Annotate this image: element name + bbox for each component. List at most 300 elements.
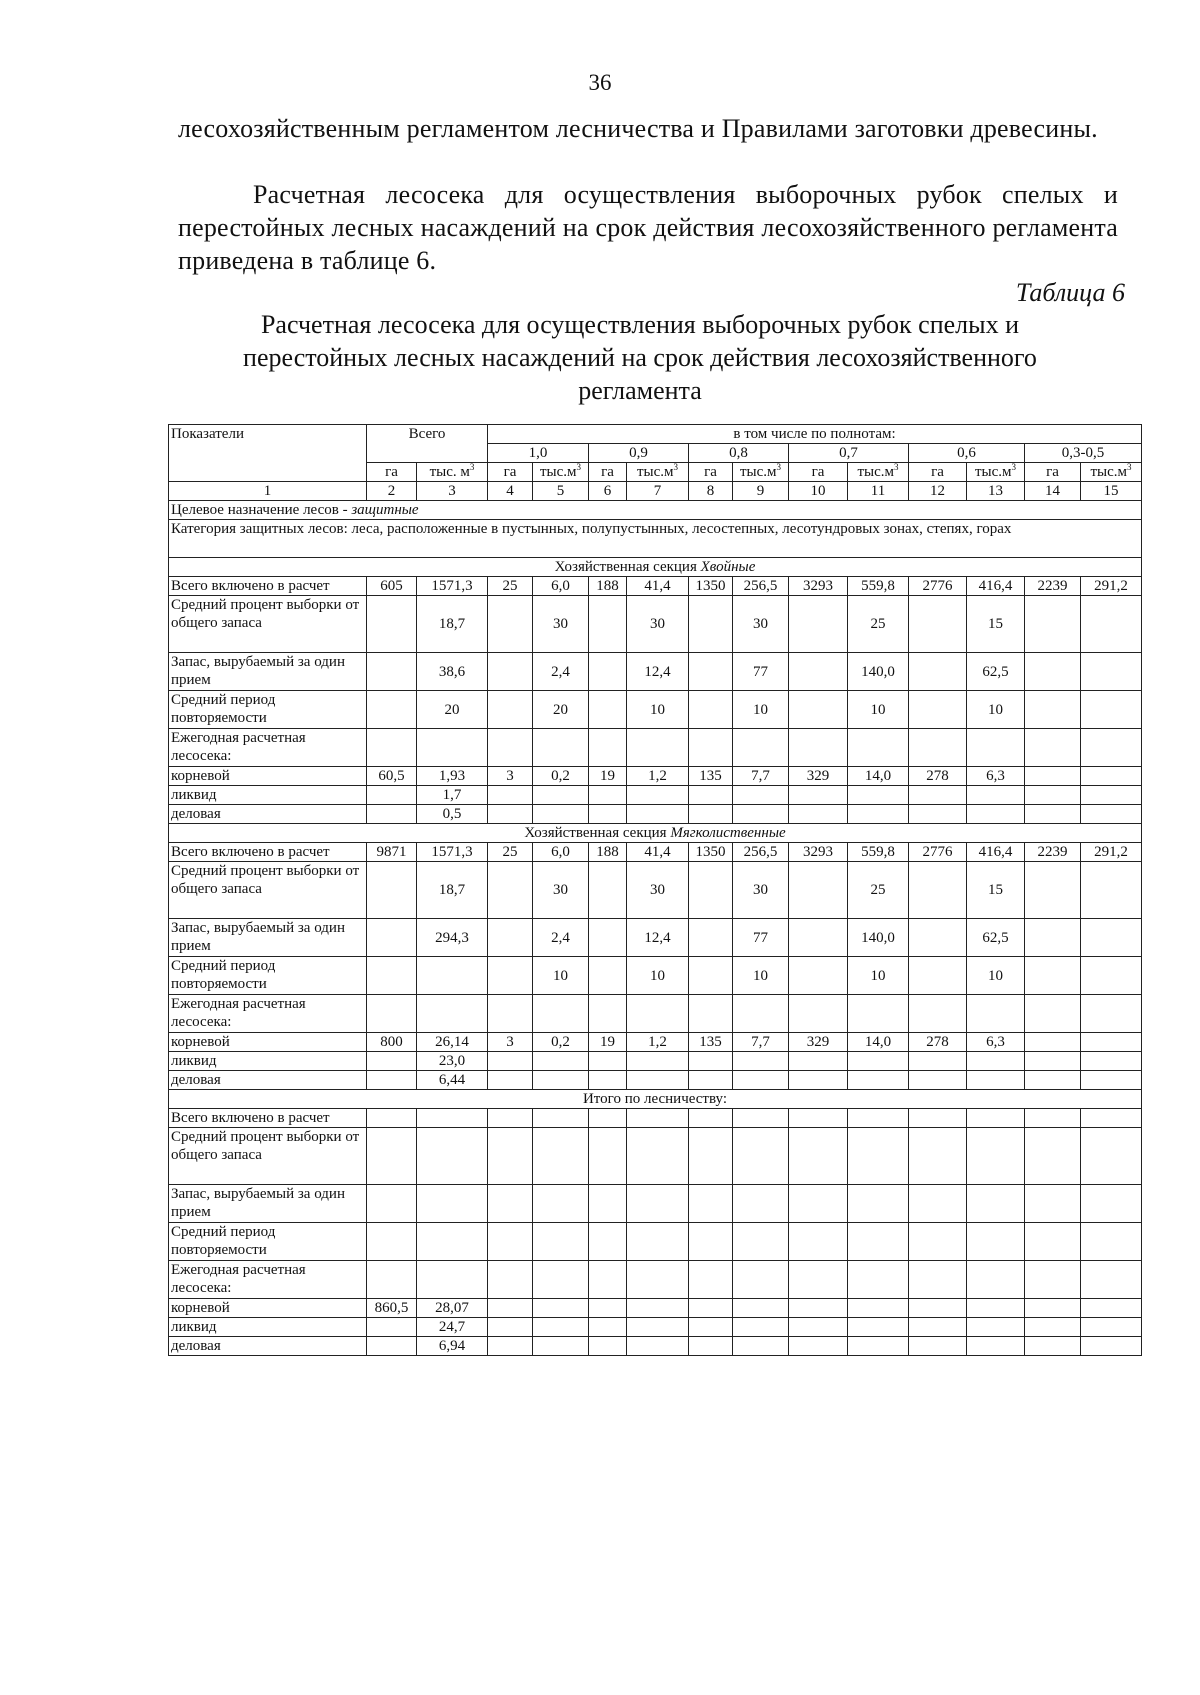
value-cell — [1025, 805, 1081, 824]
value-cell — [789, 596, 848, 653]
value-cell — [488, 1052, 533, 1071]
row-label: корневой — [169, 1299, 367, 1318]
value-cell — [1081, 805, 1142, 824]
value-cell — [909, 1109, 967, 1128]
value-cell — [848, 1071, 909, 1090]
value-cell — [533, 729, 589, 767]
value-cell — [488, 805, 533, 824]
value-cell — [1081, 1052, 1142, 1071]
value-cell — [1081, 786, 1142, 805]
value-cell — [1081, 653, 1142, 691]
value-cell — [1081, 862, 1142, 919]
value-cell: 7,7 — [733, 767, 789, 786]
value-cell: 329 — [789, 767, 848, 786]
section-title-prefix: Хозяйственная секция — [524, 825, 671, 841]
forestry-total-section-row — [169, 1318, 1142, 1337]
unit-thousand-m3-cell: $тыс.м^3$ — [967, 463, 1025, 482]
value-cell: 20 — [417, 691, 488, 729]
value-cell: 605 — [367, 577, 417, 596]
value-cell — [627, 786, 689, 805]
value-cell — [789, 1337, 848, 1356]
value-cell — [689, 957, 733, 995]
value-cell — [689, 1299, 733, 1318]
value-cell — [689, 1223, 733, 1261]
section-title-prefix: Хозяйственная секция — [554, 559, 701, 575]
value-cell: 1,2 — [627, 767, 689, 786]
value-cell: 12,4 — [627, 653, 689, 691]
forestry-total-section-title: Итого по лесничеству: — [169, 1090, 1142, 1109]
value-cell: 256,5 — [733, 577, 789, 596]
value-cell: 3 — [488, 767, 533, 786]
value-cell — [1025, 786, 1081, 805]
header-indicators: Показатели — [169, 425, 367, 482]
row-label: Средний процент выборки от общего запаса — [169, 862, 367, 919]
unit-ha-cell: га — [589, 463, 627, 482]
value-cell: 30 — [627, 596, 689, 653]
value-cell — [848, 805, 909, 824]
unit-thousand-m3-cell: $тыс.м^3$ — [733, 463, 789, 482]
value-cell — [589, 786, 627, 805]
value-cell — [488, 1261, 533, 1299]
value-cell — [488, 1223, 533, 1261]
value-cell: 10 — [533, 957, 589, 995]
value-cell — [1081, 1033, 1142, 1052]
value-cell — [627, 729, 689, 767]
value-cell: 10 — [967, 957, 1025, 995]
value-cell — [1025, 1071, 1081, 1090]
value-cell: 188 — [589, 843, 627, 862]
column-number-cell: 15 — [1081, 482, 1142, 501]
value-cell — [1025, 767, 1081, 786]
value-cell — [909, 1318, 967, 1337]
value-cell — [789, 1318, 848, 1337]
unit-thousand-m3-cell: тыс. $м^3$ — [417, 463, 488, 482]
value-cell — [967, 1223, 1025, 1261]
value-cell — [488, 691, 533, 729]
value-cell — [488, 1109, 533, 1128]
value-cell — [627, 805, 689, 824]
softwood-section-row — [169, 919, 1142, 957]
value-cell — [1025, 1318, 1081, 1337]
value-cell: 140,0 — [848, 653, 909, 691]
value-cell — [909, 862, 967, 919]
value-cell — [533, 1223, 589, 1261]
row-label: корневой — [169, 767, 367, 786]
value-cell: 30 — [627, 862, 689, 919]
value-cell — [733, 1185, 789, 1223]
unit-ha-cell: га — [909, 463, 967, 482]
value-cell: 3 — [488, 1033, 533, 1052]
value-cell — [733, 1337, 789, 1356]
row-label: Ежегодная расчетная лесосека: — [169, 729, 367, 767]
unit-ha-cell: га — [367, 463, 417, 482]
value-cell — [733, 1261, 789, 1299]
value-cell — [909, 1299, 967, 1318]
value-cell — [848, 995, 909, 1033]
value-cell — [909, 805, 967, 824]
value-cell — [1081, 1071, 1142, 1090]
value-cell: 2239 — [1025, 577, 1081, 596]
row-label: Ежегодная расчетная лесосека: — [169, 1261, 367, 1299]
softwood-section-row — [169, 862, 1142, 919]
value-cell — [367, 653, 417, 691]
value-cell — [909, 1185, 967, 1223]
softwood-section-row — [169, 843, 1142, 862]
value-cell — [689, 1109, 733, 1128]
value-cell — [1025, 957, 1081, 995]
value-cell: 14,0 — [848, 1033, 909, 1052]
value-cell — [733, 786, 789, 805]
column-number-cell: 14 — [1025, 482, 1081, 501]
value-cell — [909, 1052, 967, 1071]
value-cell: 2239 — [1025, 843, 1081, 862]
value-cell: 9871 — [367, 843, 417, 862]
conifer-section-row — [169, 691, 1142, 729]
value-cell — [909, 1337, 967, 1356]
value-cell — [1081, 1109, 1142, 1128]
value-cell: 135 — [689, 1033, 733, 1052]
value-cell — [533, 995, 589, 1033]
value-cell — [1081, 1223, 1142, 1261]
value-cell: 188 — [589, 577, 627, 596]
value-cell — [1025, 1052, 1081, 1071]
value-cell — [789, 957, 848, 995]
value-cell: 140,0 — [848, 919, 909, 957]
value-cell — [1025, 653, 1081, 691]
value-cell — [627, 1071, 689, 1090]
value-cell: 1350 — [689, 843, 733, 862]
value-cell: 6,94 — [417, 1337, 488, 1356]
table-title: Расчетная лесосека для осуществления выборочных рубок спелых и перестойных лесных насаждений на срок действия лесохозяйственного регламента — [243, 310, 1037, 405]
value-cell — [848, 1337, 909, 1356]
row-label: Средний процент выборки от общего запаса — [169, 596, 367, 653]
value-cell — [848, 1128, 909, 1185]
value-cell — [909, 1223, 967, 1261]
value-cell — [789, 729, 848, 767]
value-cell — [789, 1071, 848, 1090]
value-cell — [689, 919, 733, 957]
forestry-total-section-row — [169, 1185, 1142, 1223]
value-cell — [488, 957, 533, 995]
value-cell — [488, 1185, 533, 1223]
paragraph-continuation: лесохозяйственным регламентом лесничества и Правилами заготовки древесины. — [178, 114, 1098, 143]
value-cell — [1025, 691, 1081, 729]
value-cell — [909, 729, 967, 767]
value-cell — [533, 1109, 589, 1128]
header-total: Всего — [367, 425, 488, 463]
value-cell — [1081, 596, 1142, 653]
row-label: Запас, вырубаемый за один прием — [169, 1185, 367, 1223]
softwood-section-row — [169, 995, 1142, 1033]
value-cell — [533, 1185, 589, 1223]
purpose-row — [169, 501, 1142, 520]
value-cell — [967, 1299, 1025, 1318]
value-cell — [488, 919, 533, 957]
value-cell — [1081, 957, 1142, 995]
value-cell — [1081, 729, 1142, 767]
value-cell — [417, 1109, 488, 1128]
value-cell — [789, 995, 848, 1033]
value-cell: 60,5 — [367, 767, 417, 786]
value-cell — [1025, 862, 1081, 919]
value-cell — [533, 1071, 589, 1090]
value-cell — [689, 786, 733, 805]
value-cell — [909, 995, 967, 1033]
value-cell — [1081, 1337, 1142, 1356]
value-cell — [1025, 1261, 1081, 1299]
value-cell — [589, 1223, 627, 1261]
value-cell: 6,44 — [417, 1071, 488, 1090]
row-label: Ежегодная расчетная лесосека: — [169, 995, 367, 1033]
value-cell — [909, 786, 967, 805]
softwood-section-row — [169, 1033, 1142, 1052]
value-cell — [533, 1052, 589, 1071]
row-label: Всего включено в расчет — [169, 843, 367, 862]
value-cell: 20 — [533, 691, 589, 729]
purpose-label: Целевое назначение лесов - — [171, 502, 352, 518]
value-cell — [1025, 1185, 1081, 1223]
value-cell — [589, 919, 627, 957]
value-cell — [967, 1052, 1025, 1071]
value-cell: 7,7 — [733, 1033, 789, 1052]
value-cell — [627, 1337, 689, 1356]
row-label: деловая — [169, 1337, 367, 1356]
value-cell — [689, 1261, 733, 1299]
row-label: Запас, вырубаемый за один прием — [169, 653, 367, 691]
value-cell — [1081, 691, 1142, 729]
value-cell: 278 — [909, 1033, 967, 1052]
conifer-section-title-row — [169, 558, 1142, 577]
value-cell — [733, 1071, 789, 1090]
value-cell: 25 — [848, 862, 909, 919]
value-cell: 10 — [848, 957, 909, 995]
value-cell — [488, 729, 533, 767]
value-cell — [733, 1318, 789, 1337]
value-cell — [533, 1128, 589, 1185]
value-cell — [733, 1223, 789, 1261]
value-cell — [589, 1071, 627, 1090]
unit-thousand-m3-cell: $тыс.м^3$ — [533, 463, 589, 482]
row-label: Всего включено в расчет — [169, 577, 367, 596]
value-cell — [967, 1109, 1025, 1128]
value-cell: 291,2 — [1081, 843, 1142, 862]
value-cell — [367, 957, 417, 995]
value-cell: 30 — [733, 596, 789, 653]
value-cell: 6,3 — [967, 1033, 1025, 1052]
row-label: Запас, вырубаемый за один прием — [169, 919, 367, 957]
value-cell — [533, 805, 589, 824]
softwood-section-row — [169, 957, 1142, 995]
forestry-total-section-row — [169, 1261, 1142, 1299]
value-cell: 25 — [848, 596, 909, 653]
header-density: 0,9 — [589, 444, 689, 463]
value-cell: 1571,3 — [417, 577, 488, 596]
value-cell — [967, 1261, 1025, 1299]
allowable-cut-table — [168, 424, 1142, 1356]
value-cell — [967, 805, 1025, 824]
value-cell — [589, 862, 627, 919]
value-cell — [589, 805, 627, 824]
forestry-total-section-row — [169, 1299, 1142, 1318]
value-cell — [367, 1223, 417, 1261]
value-cell: 0,2 — [533, 1033, 589, 1052]
value-cell — [733, 1052, 789, 1071]
header-density: 0,7 — [789, 444, 909, 463]
value-cell — [789, 691, 848, 729]
value-cell — [367, 786, 417, 805]
value-cell — [1081, 1128, 1142, 1185]
purpose-cell — [169, 501, 1142, 520]
value-cell — [589, 1261, 627, 1299]
value-cell: 25 — [488, 843, 533, 862]
row-label: Средний процент выборки от общего запаса — [169, 1128, 367, 1185]
value-cell: 15 — [967, 596, 1025, 653]
section-title-name: Хвойные — [700, 559, 756, 575]
value-cell — [1081, 995, 1142, 1033]
value-cell: 18,7 — [417, 862, 488, 919]
value-cell — [589, 691, 627, 729]
value-cell: 19 — [589, 1033, 627, 1052]
value-cell — [689, 862, 733, 919]
value-cell — [733, 805, 789, 824]
purpose-value: защитные — [351, 502, 419, 518]
value-cell: 38,6 — [417, 653, 488, 691]
value-cell: 26,14 — [417, 1033, 488, 1052]
value-cell — [689, 729, 733, 767]
value-cell: 30 — [733, 862, 789, 919]
value-cell — [689, 995, 733, 1033]
paragraph-intro: Расчетная лесосека для осуществления выборочных рубок спелых и перестойных лесных насаждений на срок действия лесохозяйственного регламента приведена в таблице 6. — [178, 180, 1118, 275]
value-cell: 860,5 — [367, 1299, 417, 1318]
conifer-section-row — [169, 577, 1142, 596]
value-cell — [689, 1128, 733, 1185]
value-cell — [367, 1318, 417, 1337]
value-cell — [533, 1318, 589, 1337]
value-cell: 6,3 — [967, 767, 1025, 786]
unit-ha-cell: га — [789, 463, 848, 482]
value-cell: 416,4 — [967, 577, 1025, 596]
conifer-section-row — [169, 653, 1142, 691]
row-label: ликвид — [169, 1318, 367, 1337]
value-cell — [589, 653, 627, 691]
value-cell — [533, 1261, 589, 1299]
value-cell: 559,8 — [848, 577, 909, 596]
value-cell: 2776 — [909, 577, 967, 596]
forestry-total-section-row — [169, 1128, 1142, 1185]
value-cell: 12,4 — [627, 919, 689, 957]
value-cell — [367, 919, 417, 957]
value-cell — [488, 1071, 533, 1090]
value-cell — [689, 1185, 733, 1223]
value-cell — [488, 1318, 533, 1337]
value-cell — [417, 729, 488, 767]
column-number-cell: 6 — [589, 482, 627, 501]
unit-thousand-m3-cell: $тыс.м^3$ — [627, 463, 689, 482]
value-cell: 329 — [789, 1033, 848, 1052]
value-cell — [967, 1318, 1025, 1337]
value-cell — [848, 1185, 909, 1223]
value-cell — [733, 995, 789, 1033]
value-cell: 41,4 — [627, 843, 689, 862]
value-cell: 10 — [627, 957, 689, 995]
value-cell — [589, 957, 627, 995]
value-cell — [367, 1261, 417, 1299]
value-cell — [848, 729, 909, 767]
value-cell — [789, 1052, 848, 1071]
value-cell — [1081, 1185, 1142, 1223]
value-cell — [1025, 729, 1081, 767]
page-number: 36 — [588, 70, 612, 95]
row-label: ликвид — [169, 786, 367, 805]
column-number-cell: 3 — [417, 482, 488, 501]
value-cell — [848, 1052, 909, 1071]
softwood-section-title-row — [169, 824, 1142, 843]
value-cell — [909, 919, 967, 957]
value-cell: 0,5 — [417, 805, 488, 824]
value-cell: 23,0 — [417, 1052, 488, 1071]
category-row — [169, 520, 1142, 558]
value-cell — [367, 995, 417, 1033]
softwood-section-row — [169, 1052, 1142, 1071]
value-cell: 1,93 — [417, 767, 488, 786]
row-label: корневой — [169, 1033, 367, 1052]
value-cell: 800 — [367, 1033, 417, 1052]
value-cell — [967, 1337, 1025, 1356]
value-cell: 0,2 — [533, 767, 589, 786]
value-cell — [627, 995, 689, 1033]
column-number-cell: 11 — [848, 482, 909, 501]
value-cell — [789, 1185, 848, 1223]
value-cell — [627, 1223, 689, 1261]
value-cell — [589, 1318, 627, 1337]
value-cell: 2776 — [909, 843, 967, 862]
value-cell: 291,2 — [1081, 577, 1142, 596]
value-cell: 77 — [733, 919, 789, 957]
value-cell — [417, 1128, 488, 1185]
value-cell — [1081, 919, 1142, 957]
value-cell — [1025, 1128, 1081, 1185]
column-number-cell: 5 — [533, 482, 589, 501]
conifer-section-row — [169, 767, 1142, 786]
value-cell: 10 — [967, 691, 1025, 729]
value-cell: 3293 — [789, 577, 848, 596]
value-cell — [689, 1318, 733, 1337]
value-cell — [689, 596, 733, 653]
value-cell — [967, 729, 1025, 767]
row-label: Средний период повторяемости — [169, 1223, 367, 1261]
value-cell — [1025, 1299, 1081, 1318]
value-cell — [1025, 1109, 1081, 1128]
value-cell — [689, 1337, 733, 1356]
softwood-section-title — [169, 824, 1142, 843]
value-cell — [689, 691, 733, 729]
value-cell — [689, 1071, 733, 1090]
conifer-section-row — [169, 729, 1142, 767]
value-cell — [627, 1109, 689, 1128]
value-cell — [627, 1185, 689, 1223]
unit-thousand-m3-cell: $тыс.м^3$ — [1081, 463, 1142, 482]
value-cell — [367, 1071, 417, 1090]
value-cell — [967, 786, 1025, 805]
value-cell: 62,5 — [967, 653, 1025, 691]
column-number-cell: 7 — [627, 482, 689, 501]
value-cell — [367, 1337, 417, 1356]
unit-ha-cell: га — [488, 463, 533, 482]
column-number-cell: 13 — [967, 482, 1025, 501]
value-cell: 6,0 — [533, 843, 589, 862]
value-cell — [789, 653, 848, 691]
value-cell: 10 — [848, 691, 909, 729]
